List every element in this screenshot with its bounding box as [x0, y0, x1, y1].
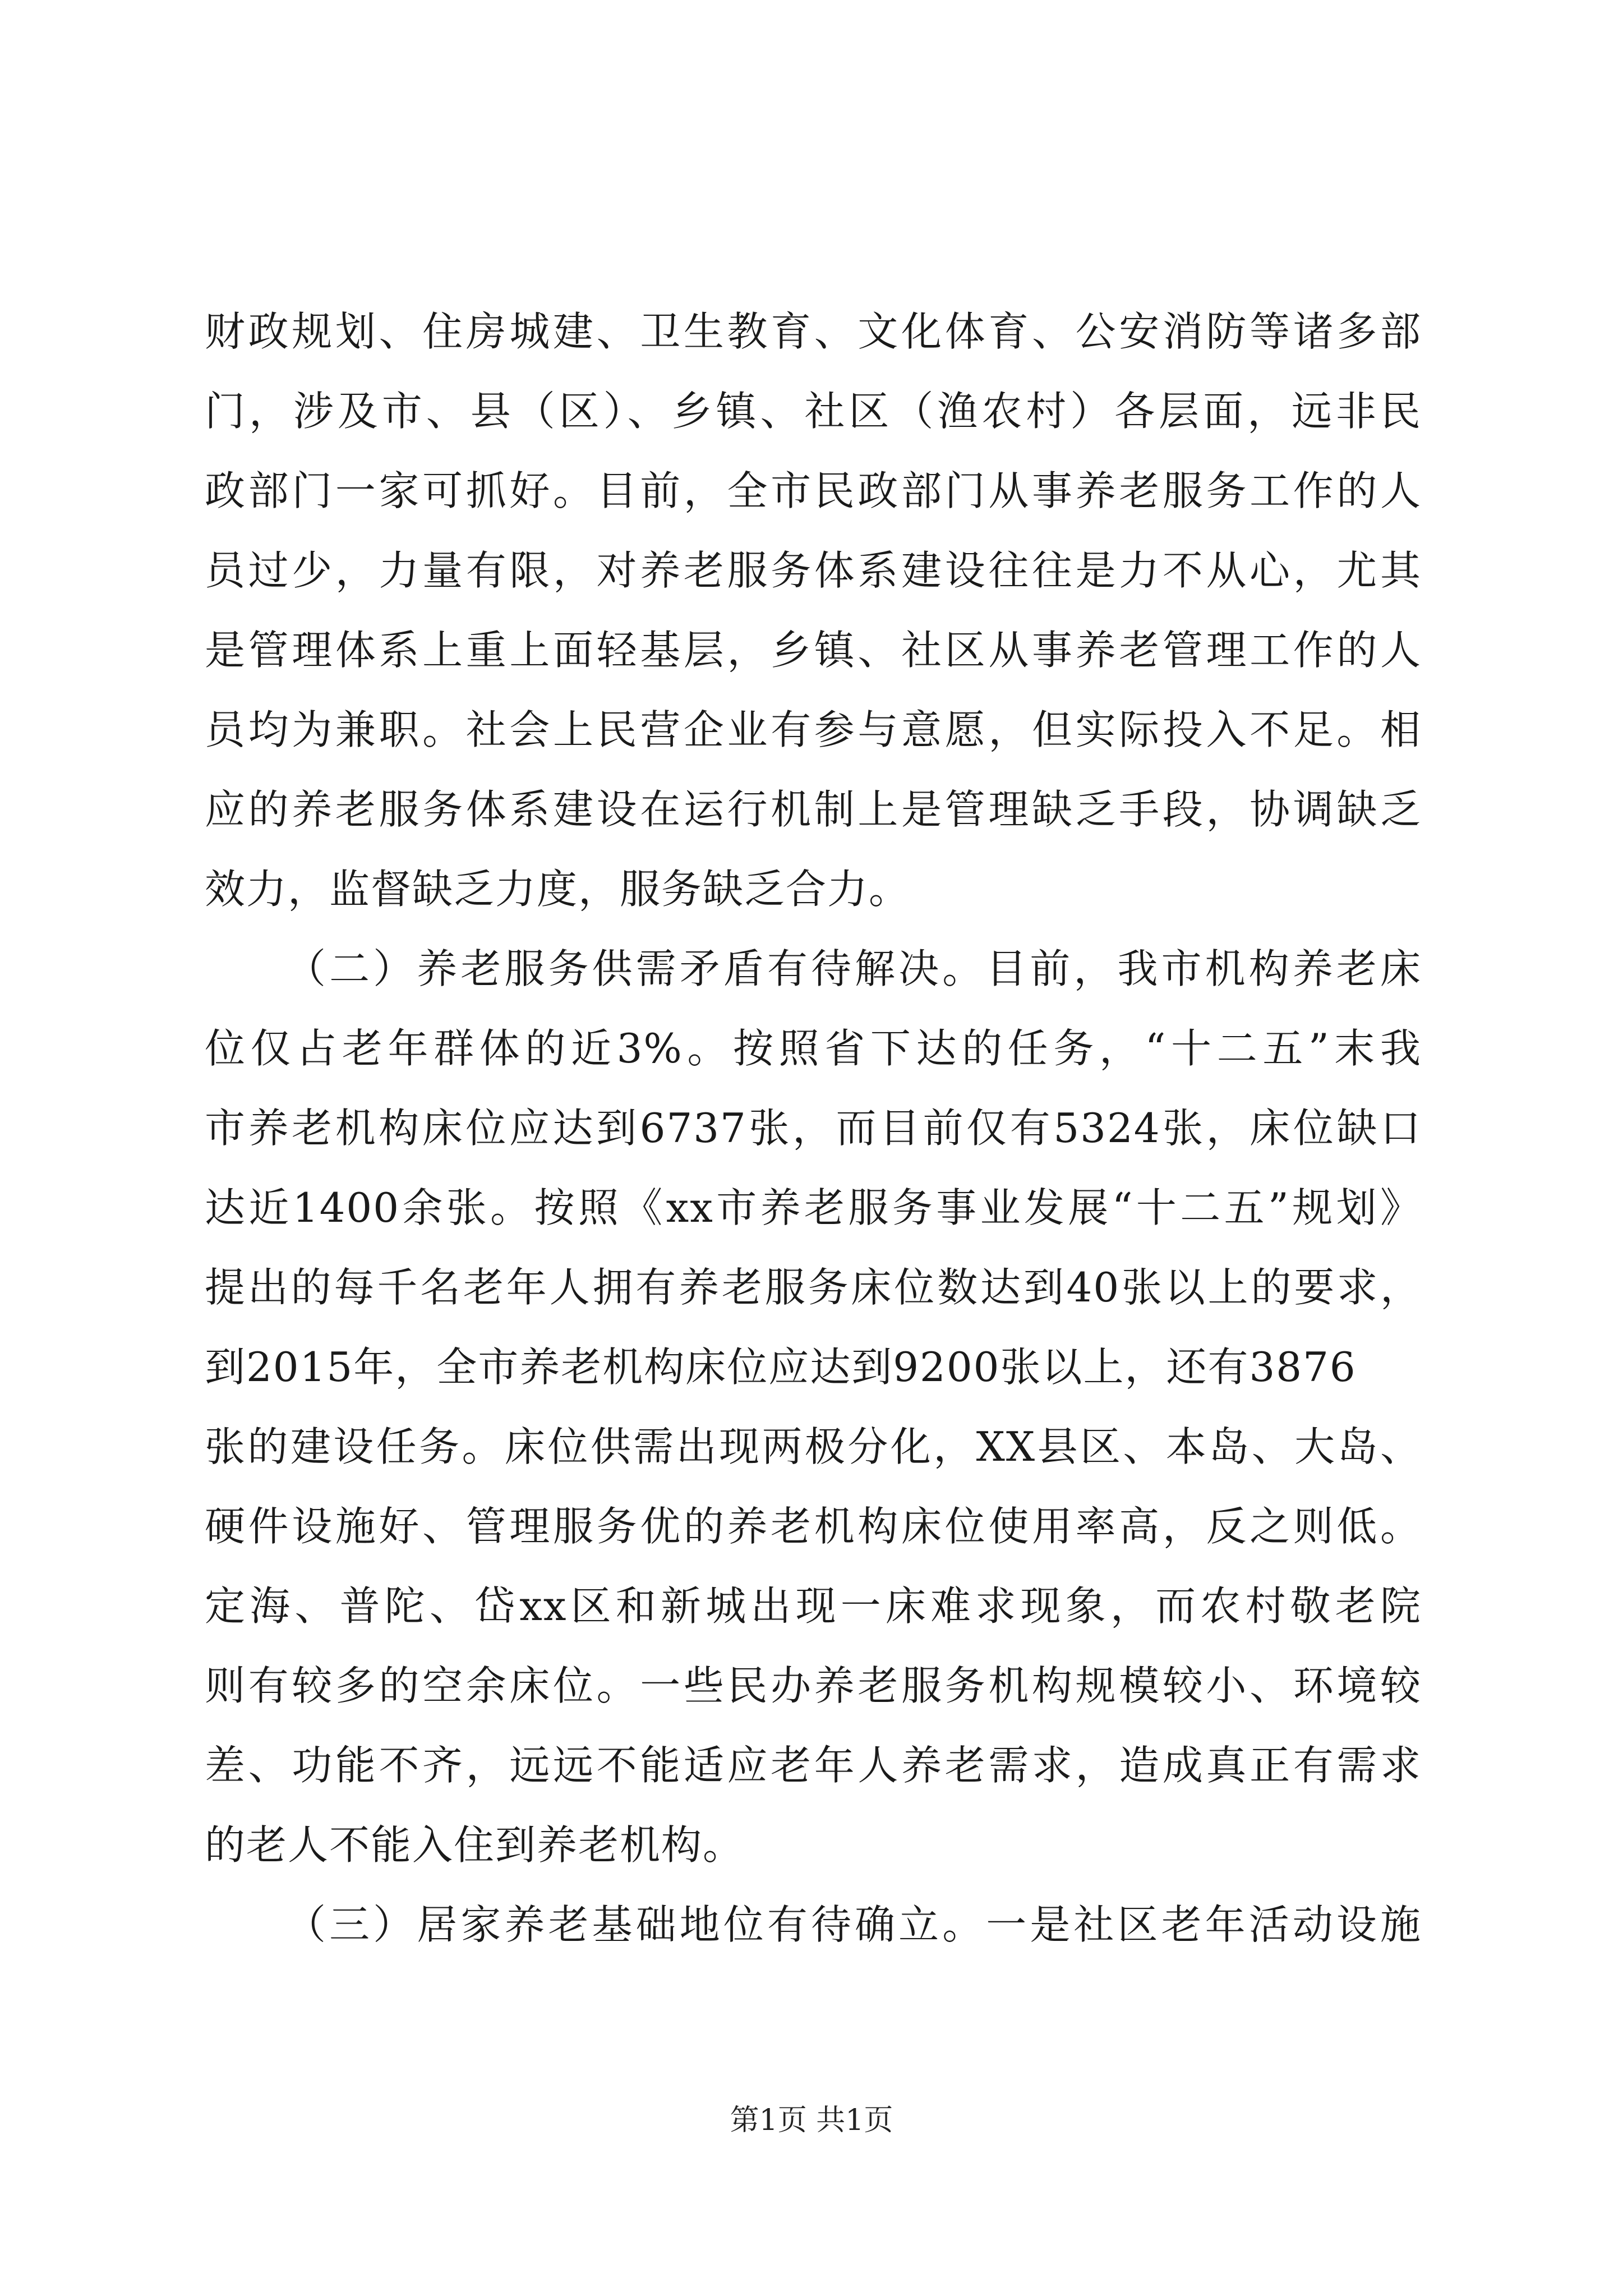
text-line: 则有较多的空余床位。一些民办养老服务机构规模较小、环境较 [205, 1662, 1422, 1709]
text-line: 差、功能不齐，远远不能适应老年人养老需求，造成真正有需求 [205, 1742, 1422, 1789]
text-line: 是管理体系上重上面轻基层，乡镇、社区从事养老管理工作的人 [205, 627, 1422, 674]
text-line: 政部门一家可抓好。目前，全市民政部门从事养老服务工作的人 [205, 467, 1422, 514]
text-line: 的老人不能入住到养老机构。 [205, 1821, 745, 1869]
section-heading-line: （二）养老服务供需矛盾有待解决。目前，我市机构养老床 [285, 945, 1422, 992]
text-line: 硬件设施好、管理服务优的养老机构床位使用率高，反之则低。 [205, 1503, 1422, 1550]
text-line: 达近1400余张。按照《xx市养老服务事业发展“十二五”规划》 [205, 1184, 1422, 1231]
text-line: 张的建设任务。床位供需出现两极分化，XX县区、本岛、大岛、 [205, 1423, 1422, 1470]
text-line: 提出的每千名老年人拥有养老服务床位数达到40张以上的要求， [205, 1264, 1422, 1311]
text-line: 员过少，力量有限，对养老服务体系建设往往是力不从心，尤其 [205, 547, 1422, 594]
page-footer: 第1页 共1页 [730, 2104, 893, 2137]
text-line: 财政规划、住房城建、卫生教育、文化体育、公安消防等诸多部 [205, 308, 1422, 355]
section-heading-line: （三）居家养老基础地位有待确立。一是社区老年活动设施 [285, 1901, 1422, 1948]
text-line: 门，涉及市、县（区）、乡镇、社区（渔农村）各层面，远非民 [205, 388, 1422, 435]
text-line: 市养老机构床位应达到6737张，而目前仅有5324张，床位缺口 [205, 1105, 1422, 1152]
document-body [205, 292, 1422, 1964]
text-line: 位仅占老年群体的近3%。按照省下达的任务，“十二五”末我 [205, 1025, 1422, 1072]
text-line: 员均为兼职。社会上民营企业有参与意愿，但实际投入不足。相 [205, 706, 1422, 753]
text-line: 到2015年，全市养老机构床位应达到9200张以上，还有3876 [205, 1343, 1357, 1391]
text-line: 应的养老服务体系建设在运行机制上是管理缺乏手段，协调缺乏 [205, 786, 1422, 833]
text-line: 效力，监督缺乏力度，服务缺乏合力。 [205, 866, 911, 913]
text-line: 定海、普陀、岱xx区和新城出现一床难求现象，而农村敬老院 [205, 1582, 1422, 1630]
